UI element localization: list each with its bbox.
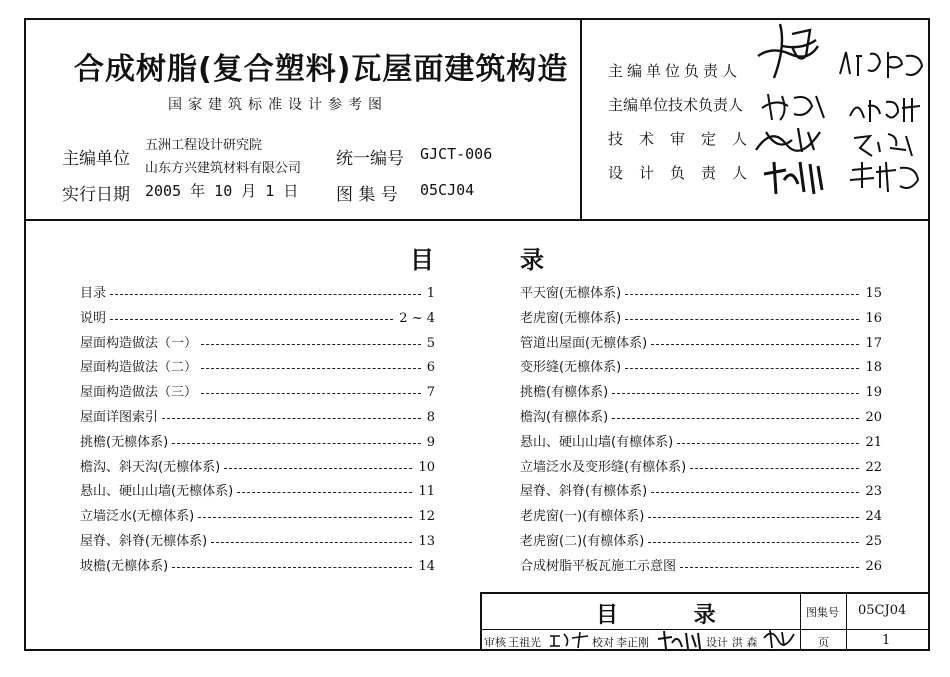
toc-entry-title: 变形缝(无檩体系) — [520, 360, 622, 376]
toc-entry-title: 说明 — [80, 310, 107, 326]
toc-entry-page: 21 — [865, 434, 882, 450]
title-block-col-rule-2 — [846, 592, 847, 651]
toc-leader — [625, 356, 859, 369]
toc-entry[interactable] — [520, 456, 882, 481]
toc-leader — [172, 431, 421, 444]
toc-entry-title: 屋面构造做法（一） — [80, 335, 198, 351]
toc-entry[interactable] — [520, 406, 882, 431]
signature-chief-unit — [752, 16, 824, 86]
toc-left-column — [80, 282, 435, 580]
toc-entry-title: 屋面详图索引 — [80, 409, 159, 425]
toc-entry-title: 屋面构造做法（三） — [80, 385, 198, 401]
toc-entry-page: 15 — [865, 286, 882, 301]
toc-entry-title: 挑檐(无檩体系) — [80, 434, 169, 450]
design-name: 洪 森 — [732, 636, 758, 649]
atlas-label: 图 集 号 — [336, 185, 398, 205]
toc-leader — [201, 356, 421, 369]
toc-entry-page: 19 — [865, 385, 882, 401]
review-label: 审核 — [484, 636, 506, 649]
signature-design-lead — [760, 154, 830, 200]
toc-leader — [201, 332, 421, 345]
toc-leader — [224, 456, 412, 469]
toc-title-char-1: 目 — [410, 246, 434, 274]
toc-entry[interactable] — [520, 505, 882, 530]
toc-entry[interactable] — [80, 381, 435, 406]
document-title: 合成树脂(复合塑料)瓦屋面建筑构造 — [74, 52, 569, 87]
toc-entry-title: 合成树脂平板瓦施工示意图 — [520, 558, 677, 574]
toc-leader — [612, 406, 859, 419]
toc-entry[interactable] — [520, 530, 882, 555]
role-chief-unit: 主编单位负责人 — [608, 62, 742, 80]
toc-entry-title: 平天窗(无檩体系) — [520, 286, 622, 301]
atlas-value: 05CJ04 — [420, 181, 475, 199]
check-label: 校对 — [592, 636, 614, 649]
toc-leader — [677, 431, 859, 444]
toc-entry[interactable] — [520, 555, 882, 580]
toc-entry-title: 立墙泛水(无檩体系) — [80, 509, 195, 525]
toc-entry[interactable] — [520, 307, 882, 332]
toc-leader — [612, 381, 859, 394]
toc-entry-page: 20 — [865, 409, 882, 425]
title-block-left-rule — [480, 592, 482, 651]
editor-unit-1: 五洲工程设计研究院 — [145, 138, 263, 153]
signature-design-lead-2 — [846, 158, 926, 198]
toc-entry[interactable] — [80, 480, 435, 505]
toc-entry-title: 檐沟、斜天沟(无檩体系) — [80, 459, 221, 475]
serial-label: 统一编号 — [336, 149, 404, 169]
toc-leader — [211, 530, 412, 543]
toc-leader — [110, 282, 421, 295]
toc-leader — [198, 505, 412, 518]
toc-entry-title: 屋脊、斜脊(无檩体系) — [80, 533, 208, 549]
review-signature — [548, 630, 592, 650]
toc-entry[interactable] — [80, 505, 435, 530]
toc-entry-title: 老虎窗(一)(有檩体系) — [520, 509, 645, 525]
toc-entry-page: 1 — [426, 286, 435, 301]
toc-title-char-2: 录 — [520, 246, 544, 274]
toc-entry-page: 25 — [865, 533, 882, 549]
toc-entry-page: 2 ~ 4 — [399, 310, 435, 326]
toc-leader — [237, 480, 412, 493]
signature-tech-review — [752, 122, 828, 158]
toc-entry-title: 悬山、硬山山墙(无檩体系) — [80, 484, 234, 500]
toc-entry-title: 立墙泛水及变形缝(有檩体系) — [520, 459, 687, 475]
toc-leader — [690, 456, 859, 469]
toc-leader — [651, 480, 859, 493]
toc-entry-page: 23 — [865, 484, 882, 500]
date-value: 2005 年 10 月 1 日 — [145, 182, 299, 200]
toc-entry[interactable] — [520, 356, 882, 381]
toc-leader — [201, 381, 421, 394]
toc-right-column — [520, 282, 882, 580]
toc-entry-title: 檐沟(有檩体系) — [520, 409, 609, 425]
title-block-atlas-value: 05CJ04 — [858, 603, 907, 618]
toc-entry-page: 22 — [865, 459, 882, 475]
toc-entry-title: 屋脊、斜脊(有檩体系) — [520, 484, 648, 500]
toc-entry-page: 8 — [426, 409, 435, 425]
toc-entry[interactable] — [520, 282, 882, 307]
role-design-lead: 设计负责人 — [608, 164, 764, 182]
toc-entry-title: 坡檐(无檩体系) — [80, 558, 169, 574]
toc-entry-page: 26 — [865, 558, 882, 574]
toc-entry-page: 16 — [865, 310, 882, 326]
editor-unit-2: 山东方兴建筑材料有限公司 — [145, 161, 302, 176]
role-tech-review: 技术审定人 — [608, 130, 764, 148]
toc-entry[interactable] — [80, 332, 435, 357]
signature-tech-review-2 — [850, 128, 920, 160]
toc-entry-page: 17 — [865, 335, 882, 351]
role-chief-tech: 主编单位技术负责人 — [608, 96, 744, 114]
toc-entry[interactable] — [80, 555, 435, 580]
toc-leader — [625, 307, 859, 320]
check-name: 李正刚 — [616, 636, 649, 649]
toc-entry[interactable] — [80, 406, 435, 431]
toc-entry-page: 10 — [418, 459, 435, 475]
document-subtitle: 国家建筑标准设计参考图 — [168, 97, 388, 113]
design-signature — [762, 626, 798, 650]
toc-entry-title: 屋面构造做法（二） — [80, 360, 198, 376]
toc-leader — [162, 406, 421, 419]
toc-entry-page: 12 — [418, 509, 435, 525]
toc-entry[interactable] — [80, 456, 435, 481]
toc-entry[interactable] — [80, 307, 435, 332]
toc-leader — [625, 282, 859, 295]
toc-entry[interactable] — [520, 381, 882, 406]
toc-entry-page: 7 — [426, 385, 435, 401]
toc-entry-page: 13 — [418, 533, 435, 549]
toc-entry[interactable] — [520, 480, 882, 505]
title-block-col-rule — [800, 592, 801, 651]
toc-entry[interactable] — [80, 530, 435, 555]
review-name: 王祖光 — [508, 636, 541, 649]
date-label: 实行日期 — [62, 185, 130, 205]
title-block-top-rule — [480, 592, 930, 594]
signature-chief-tech-2 — [846, 92, 930, 126]
design-label: 设计 — [706, 636, 728, 649]
toc-leader — [648, 530, 859, 543]
toc-leader — [680, 555, 859, 568]
title-block-atlas-label: 图集号 — [806, 606, 839, 619]
toc-entry-title: 老虎窗(二)(有檩体系) — [520, 533, 645, 549]
signature-chief-unit-2 — [836, 44, 928, 84]
toc-entry[interactable] — [80, 356, 435, 381]
header-bottom-rule — [24, 219, 930, 221]
toc-entry-page: 11 — [418, 484, 435, 500]
header-column-divider — [580, 18, 582, 220]
toc-entry[interactable] — [520, 332, 882, 357]
toc-leader — [651, 332, 859, 345]
toc-entry-page: 18 — [865, 360, 882, 376]
toc-entry-page: 14 — [418, 558, 435, 574]
toc-leader — [648, 505, 859, 518]
editor-label: 主编单位 — [62, 149, 130, 169]
title-block-page-value: 1 — [882, 633, 891, 648]
toc-entry-title: 管道出屋面(无檩体系) — [520, 335, 648, 351]
signature-chief-tech — [758, 88, 830, 124]
toc-leader — [172, 555, 412, 568]
toc-entry-page: 5 — [426, 335, 435, 351]
toc-entry[interactable] — [520, 431, 882, 456]
toc-entry-title: 悬山、硬山山墙(有檩体系) — [520, 434, 674, 450]
toc-entry-page: 24 — [865, 509, 882, 525]
toc-entry-title: 挑檐(有檩体系) — [520, 385, 609, 401]
toc-entry-title: 老虎窗(无檩体系) — [520, 310, 622, 326]
toc-entry-page: 9 — [426, 434, 435, 450]
check-signature — [656, 629, 704, 651]
toc-entry[interactable] — [80, 282, 435, 307]
toc-entry[interactable] — [80, 431, 435, 456]
toc-leader — [110, 307, 393, 320]
toc-entry-page: 6 — [426, 360, 435, 376]
title-block-title: 目 录 — [596, 603, 750, 628]
serial-value: GJCT-006 — [420, 145, 493, 163]
title-block-page-label: 页 — [818, 636, 829, 649]
toc-entry-title: 目录 — [80, 286, 107, 301]
